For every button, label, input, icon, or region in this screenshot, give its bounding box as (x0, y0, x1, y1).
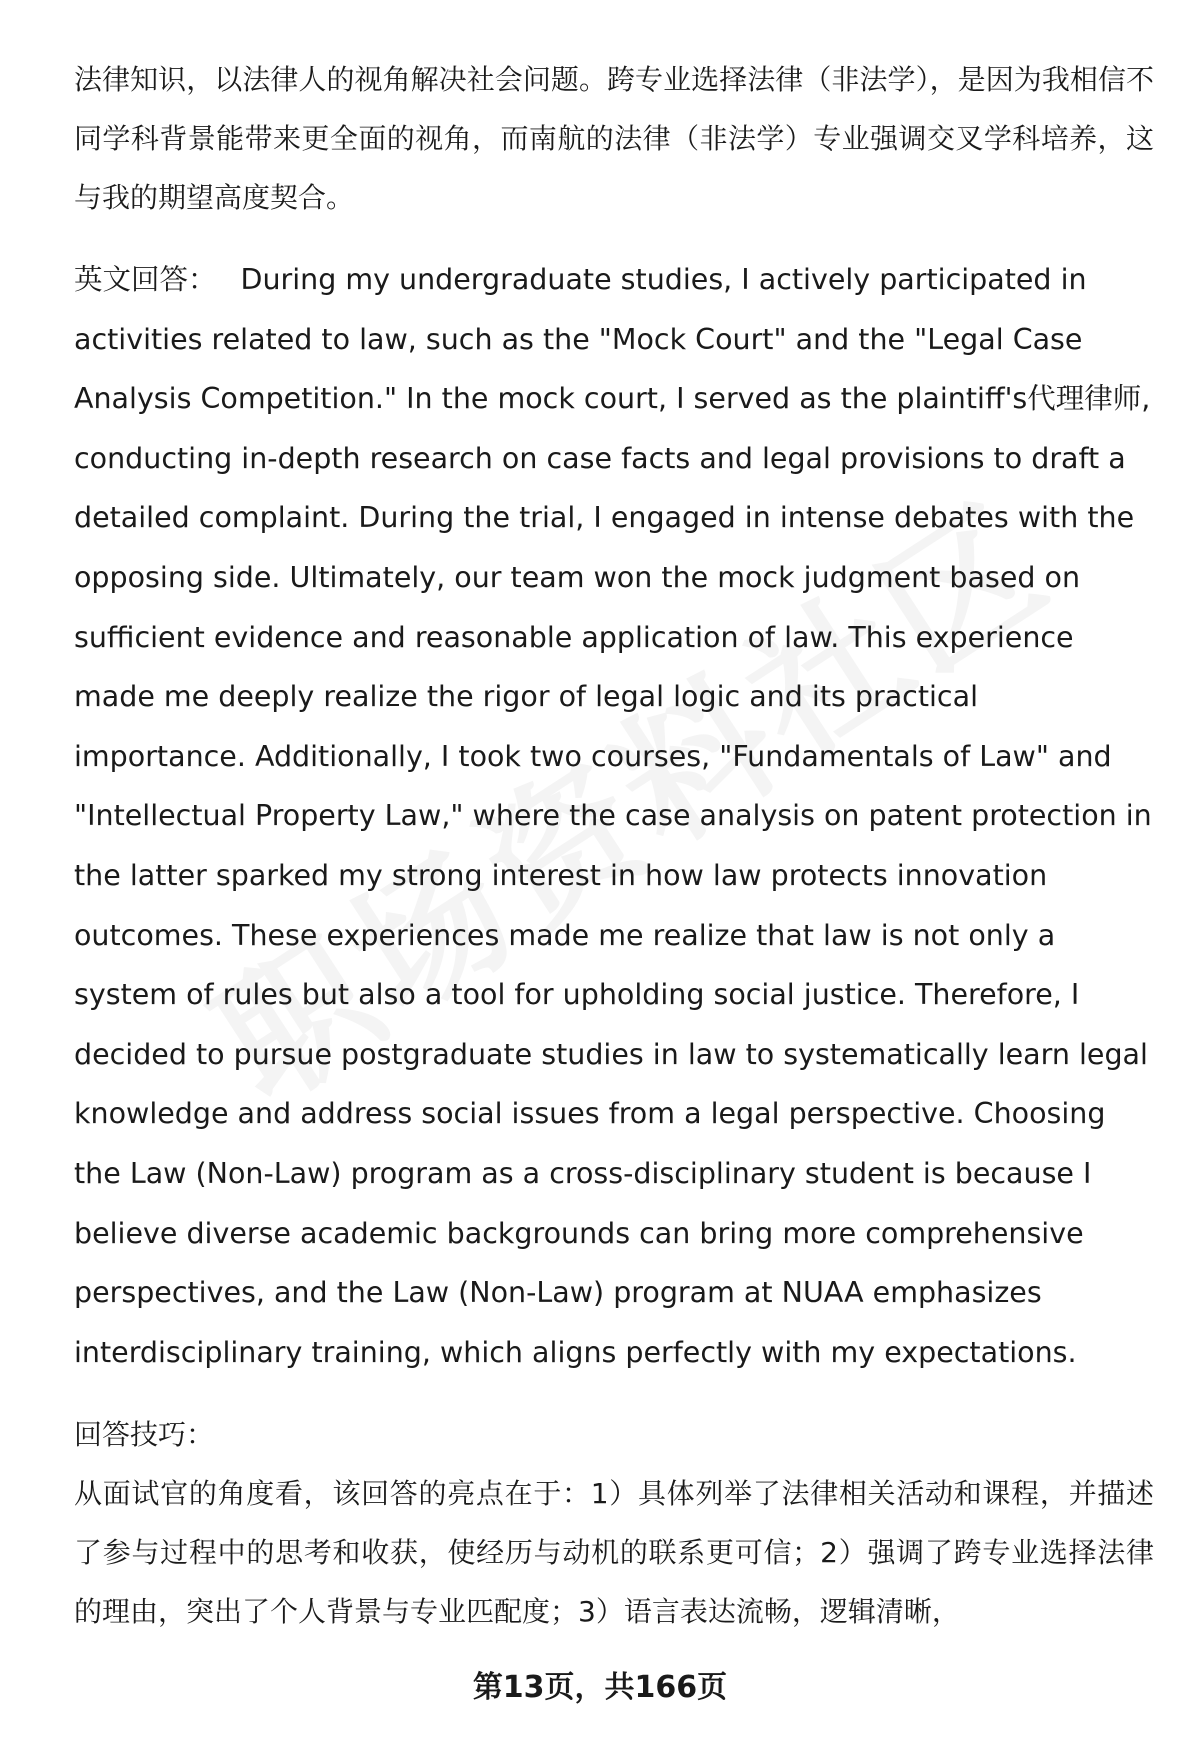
page-number-footer: 第13页，共166页 (472, 1670, 728, 1705)
chinese-answer-paragraph: 法律知识，以法律人的视角解决社会问题。跨专业选择法律（非法学），是因为我相信不同学科背景能带来更全面的视角，而南航的法律（非法学）专业强调交叉学科培养，这与我的期望高度契合。 (74, 63, 1154, 214)
tips-paragraph: 从面试官的角度看，该回答的亮点在于：1）具体列举了法律相关活动和课程，并描述了参与过程中的思考和收获，使经历与动机的联系更可信；2）强调了跨专业选择法律的理由，突出了个人背景与专业匹配度；3）语言表达流畅，逻辑清晰， (74, 1477, 1154, 1629)
tips-heading: 回答技巧： (74, 1418, 215, 1452)
english-answer-label: 英文回答： (74, 263, 217, 296)
english-answer-text: During my undergraduate studies, I actively participated in activities related to law, such as the "Mock Court" and the "Legal Case Analysis Competition." In the mock court, I served as the plaintiff's代理律师, conducting in-depth research on case facts and legal provisions to draft a detailed complaint. During the trial, I engaged in intense debates with the opposing side. Ultimately, our team won the mock judgment based on sufficient evidence and reasonable application of law. This experience made me deeply realize the rigor of legal logic and its practical importance. Additionally, I took two courses, "Fundamentals of Law" and "Intellectual Property Law," where the case analysis on patent protection in the latter sparked my strong interest in how law protects innovation outcomes. These experiences made me realize that law is not only a system of rules but also a tool for upholding social justice. Therefore, I decided to pursue postgraduate studies in law to systematically learn legal knowledge and address social issues from a legal perspective. Choosing the Law (Non-Law) program as a cross-disciplinary student is because I believe diverse academic backgrounds can bring more comprehensive perspectives, and the Law (Non-Law) program at NUAA emphasizes interdisciplinary training, which aligns perfectly with my expectations. (74, 263, 1152, 1369)
english-answer-paragraph (74, 250, 1154, 1382)
document-body (74, 50, 1154, 1641)
